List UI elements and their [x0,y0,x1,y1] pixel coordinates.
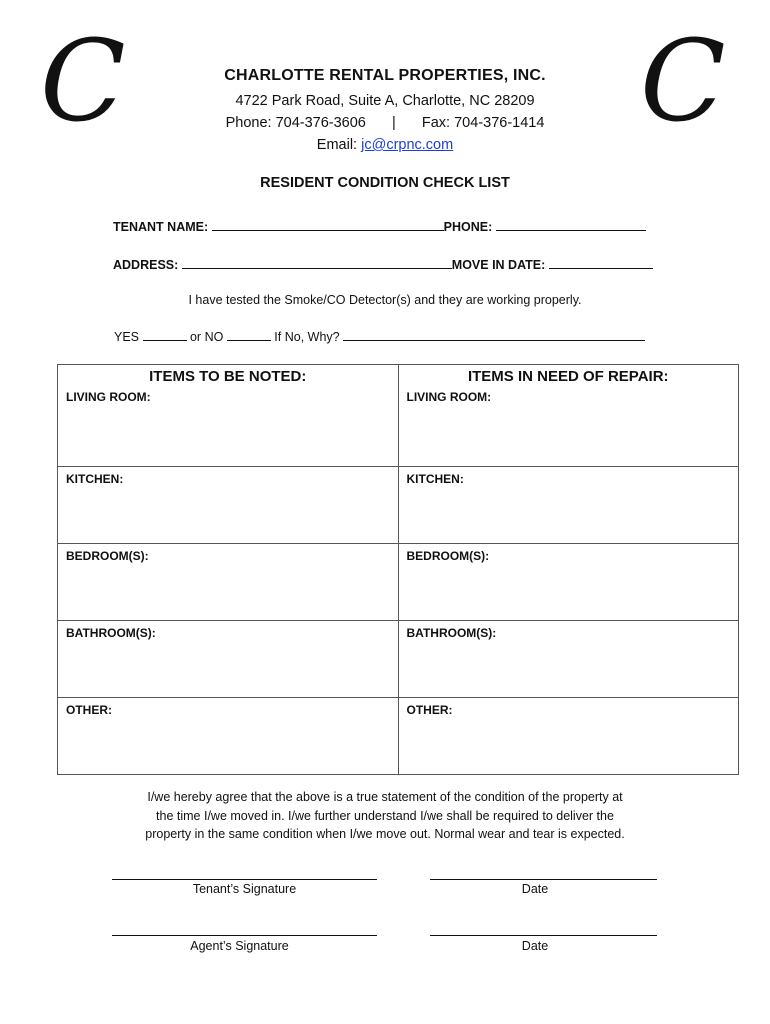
agreement-statement [0,788,770,844]
address-label: ADDRESS: [113,258,179,272]
noted-other-cell[interactable] [58,698,399,775]
cell-label: BEDROOM(S): [66,549,149,563]
noted-bedrooms-cell[interactable] [58,544,399,621]
repair-other-cell[interactable] [398,698,739,775]
company-logo-left: C [40,17,126,147]
move-in-date-label: MOVE IN DATE: [451,258,546,272]
agent-signature-line[interactable] [112,935,377,936]
cell-label: BEDROOM(S): [406,549,490,563]
cell-label: LIVING ROOM: [406,390,492,404]
cell-label: BATHROOM(S): [406,626,497,640]
smoke-detector-answer-row [114,328,645,344]
phone-fax-separator: | [391,115,396,131]
tenant-name-label: TENANT NAME: [113,220,209,234]
yes-label: YES [114,330,140,344]
smoke-detector-statement: I have tested the Smoke/CO Detector(s) and they are working properly. [188,293,582,307]
cell-label: OTHER: [66,703,112,717]
email-link[interactable]: jc@crpnc.com [361,137,454,153]
items-to-be-noted-header: ITEMS TO BE NOTED: [58,365,399,391]
tenant-phone-field[interactable] [496,218,646,231]
cell-label: KITCHEN: [406,472,464,486]
company-email [0,137,770,153]
noted-living-room-cell[interactable] [58,390,399,467]
tenant-info-row [113,218,646,234]
company-address: 4722 Park Road, Suite A, Charlotte, NC 28209 [235,93,535,109]
agent-date-label: Date [521,939,549,953]
yes-field[interactable] [143,328,187,341]
company-phone-fax [0,115,770,131]
tenant-signature-label: Tenant’s Signature [192,882,297,896]
cell-label: OTHER: [406,703,453,717]
repair-bedrooms-cell[interactable] [398,544,739,621]
company-name: CHARLOTTE RENTAL PROPERTIES, INC. [224,67,546,84]
tenant-name-field[interactable] [212,218,444,231]
or-no-label: or NO [189,330,224,344]
cell-label: KITCHEN: [66,472,124,486]
address-field[interactable] [182,256,452,269]
company-fax: Fax: 704-376-1414 [421,115,545,131]
noted-kitchen-cell[interactable] [58,467,399,544]
email-label: Email: [316,137,362,153]
cell-label: LIVING ROOM: [66,390,151,404]
agreement-line: property in the same condition when I/we move out. Normal wear and tear is expected. [145,827,625,841]
tenant-date-line[interactable] [430,879,657,880]
tenant-signature-line[interactable] [112,879,377,880]
items-need-repair-header: ITEMS IN NEED OF REPAIR: [398,365,739,391]
agreement-line: the time I/we moved in. I/we further understand I/we shall be required to deliver the [156,808,614,823]
form-title: RESIDENT CONDITION CHECK LIST [260,175,510,191]
condition-table [57,364,739,775]
agent-date-line[interactable] [430,935,657,936]
repair-bathrooms-cell[interactable] [398,621,739,698]
address-row [113,256,653,272]
company-logo-right: C [640,17,726,147]
tenant-phone-label: PHONE: [443,220,493,234]
noted-bathrooms-cell[interactable] [58,621,399,698]
if-no-why-field[interactable] [343,328,645,341]
repair-kitchen-cell[interactable] [398,467,739,544]
move-in-date-field[interactable] [549,256,653,269]
if-no-why-label: If No, Why? [274,330,340,344]
cell-label: BATHROOM(S): [66,626,156,640]
repair-living-room-cell[interactable] [398,390,739,467]
agent-signature-label: Agent’s Signature [190,939,289,953]
agreement-line: I/we hereby agree that the above is a true statement of the condition of the property at [147,790,623,804]
no-field[interactable] [227,328,271,341]
company-phone: Phone: 704-376-3606 [225,115,366,131]
tenant-date-label: Date [521,882,549,896]
